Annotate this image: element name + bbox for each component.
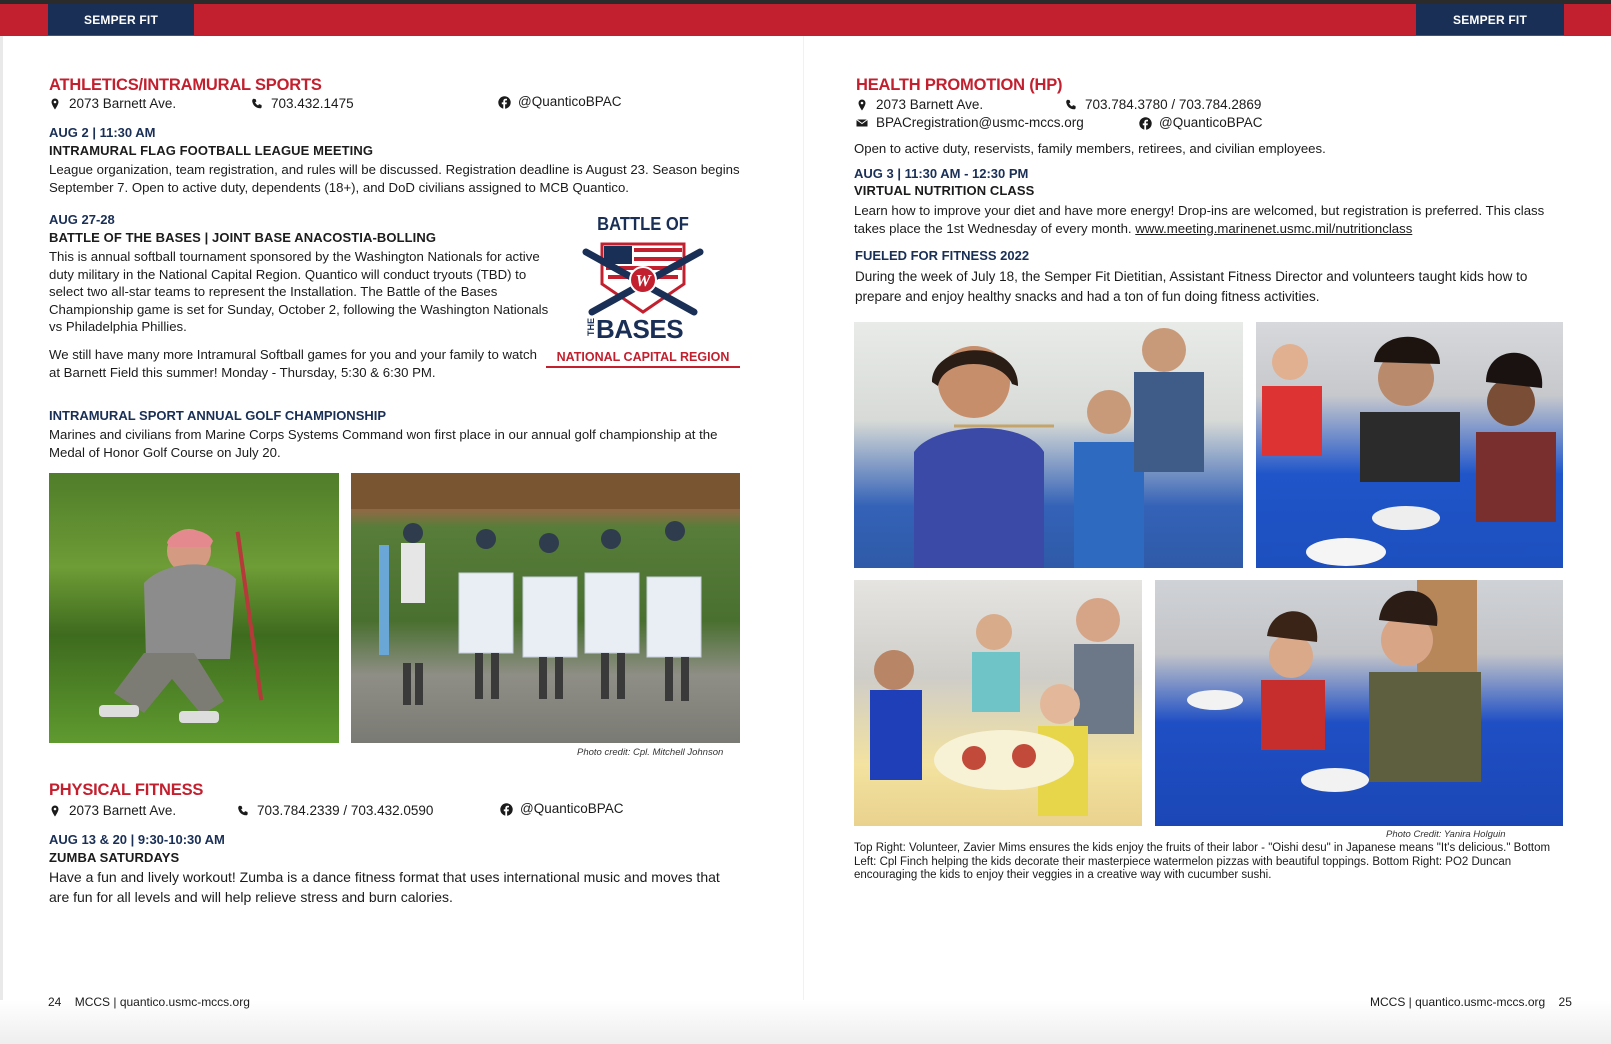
logo-top-text: BATTLE OF: [597, 214, 689, 234]
athletics-social[interactable]: [498, 94, 622, 109]
facebook-icon: [1139, 117, 1151, 129]
event2-title: BATTLE OF THE BASES | JOINT BASE ANACOSTIA-BOLLING: [49, 230, 437, 245]
right-page: [803, 36, 1611, 1026]
hp-social[interactable]: [1139, 115, 1263, 130]
page-number-left: 24: [48, 995, 62, 1009]
address-text: 2073 Barnett Ave.: [69, 96, 177, 111]
logo-the-text: THE: [586, 318, 596, 336]
fitness-body: Have a fun and lively workout! Zumba is a dance fitness format that uses international music and moves that are fun for all levels and will help relieve stress and burn calories.: [49, 869, 720, 905]
fueled-body: During the week of July 18, the Semper Fit Dietitian, Assistant Fitness Director and volunteers taught kids how to prepare and enjoy healthy snacks and had a ton of fun doing fitness activities.: [855, 269, 1528, 304]
kids-volunteer-photo: [1256, 322, 1563, 568]
event1-date: AUG 2 | 11:30 AM: [49, 125, 156, 140]
hp-email[interactable]: [856, 115, 1084, 130]
fitness-phone: [237, 803, 433, 818]
phone-icon: [1065, 99, 1077, 111]
map-pin-icon: [49, 98, 61, 110]
shield-crossed-bats-icon: [582, 238, 704, 318]
event2-body: This is annual softball tournament sponsored by the Washington Nationals for active duty military in the National Capital Region. Quantico will conduct tryouts (TBD) to select two all-star teams to represent the Installation. The Battle of the Bases Championship game is set for Sunday, October 2, following the Washington Nationals vs Philadelphia Phillies.: [49, 249, 549, 334]
nutrition-class-link[interactable]: www.meeting.marinenet.usmc.mil/nutritionclass: [1135, 220, 1413, 236]
hp-phone: [1065, 97, 1261, 112]
section-tag-left: SEMPER FIT: [48, 4, 194, 35]
hp-title: HEALTH PROMOTION (HP): [856, 76, 1063, 94]
athletics-phone: [251, 96, 354, 111]
logo-region-text: NATIONAL CAPITAL REGION: [546, 350, 740, 368]
phone-text: 703.784.2339 / 703.432.0590: [257, 803, 434, 818]
left-page: [3, 36, 803, 1026]
address-text: 2073 Barnett Ave.: [876, 97, 984, 112]
battle-of-bases-logo: [546, 210, 740, 376]
social-text: @QuanticoBPAC: [1159, 115, 1263, 130]
kids-photo-credit: Photo Credit: Yanira Holguin: [1386, 829, 1506, 840]
map-pin-icon: [49, 805, 61, 817]
hp-event-body-text: Learn how to improve your diet and have more energy! Drop-ins are welcomed, but registration is preferred. This class takes place the 1st Wednesday of every month.: [854, 203, 1545, 236]
facebook-icon: [500, 803, 512, 815]
fueled-title: FUELED FOR FITNESS 2022: [855, 248, 1030, 263]
footer-left-text: MCCS | quantico.usmc-mccs.org: [74, 995, 250, 1009]
event1-title: INTRAMURAL FLAG FOOTBALL LEAGUE MEETING: [49, 143, 374, 158]
mail-icon: [856, 117, 868, 129]
phone-text: 703.432.1475: [271, 96, 354, 111]
hp-event-body: [854, 202, 1574, 237]
hp-address: [856, 97, 983, 112]
social-text: @QuanticoBPAC: [520, 801, 624, 816]
logo-bases-text: BASES: [596, 314, 684, 344]
golfer-photo: [49, 473, 339, 743]
email-text: BPACregistration@usmc-mccs.org: [876, 115, 1084, 130]
top-banner: [0, 0, 1611, 36]
fitness-event-title: ZUMBA SATURDAYS: [49, 850, 180, 865]
footer-left: [48, 995, 250, 1009]
page-number-right: 25: [1558, 995, 1572, 1009]
golf-body: Marines and civilians from Marine Corps Systems Command won first place in our annual golf championship at the Medal of Honor Golf Course on July 20.: [49, 427, 718, 460]
event2-date: AUG 27-28: [49, 212, 115, 227]
hp-event-title: VIRTUAL NUTRITION CLASS: [854, 183, 1035, 198]
footer-right-text: MCCS | quantico.usmc-mccs.org: [1370, 995, 1546, 1009]
photo-caption: Top Right: Volunteer, Zavier Mims ensures the kids enjoy the fruits of their labor - "Oishi desu" in Japanese means "It's delicious." Bottom Left: Cpl Finch helping the kids decorate their masterpiece watermelon pizzas with beautiful toppings. Bottom Right: PO2 Duncan encouraging the kids to enjoy their veggies in a creative way with cucumber sushi.: [854, 842, 1551, 881]
social-text: @QuanticoBPAC: [518, 94, 622, 109]
fitness-title: PHYSICAL FITNESS: [49, 781, 204, 799]
golf-team-photo: [351, 473, 740, 743]
svg-text:W: W: [635, 271, 651, 290]
map-pin-icon: [856, 99, 868, 111]
golf-photo-credit: Photo credit: Cpl. Mitchell Johnson: [577, 747, 724, 758]
golf-title: INTRAMURAL SPORT ANNUAL GOLF CHAMPIONSHIP: [49, 408, 387, 423]
fitness-date: AUG 13 & 20 | 9:30-10:30 AM: [49, 832, 225, 847]
facebook-icon: [498, 96, 510, 108]
phone-icon: [237, 805, 249, 817]
fitness-social[interactable]: [500, 801, 624, 816]
address-text: 2073 Barnett Ave.: [69, 803, 177, 818]
event1-body: League organization, team registration, and rules will be discussed. Registration deadline is August 23. Season begins September 7. Open to active duty, dependents (18+), and DoD civilians assigned to MCB Quantico.: [49, 162, 740, 195]
fitness-address: [49, 803, 176, 818]
athletics-title: ATHLETICS/INTRAMURAL SPORTS: [49, 76, 322, 94]
section-tag-right: SEMPER FIT: [1416, 4, 1564, 35]
event2-body-2: We still have many more Intramural Softball games for you and your family to watch at Barnett Field this summer! Monday - Thursday, 5:30 & 6:30 PM.: [49, 347, 537, 380]
phone-icon: [251, 98, 263, 110]
footer-right: [1370, 995, 1572, 1009]
phone-text: 703.784.3780 / 703.784.2869: [1085, 97, 1262, 112]
hp-open-to: Open to active duty, reservists, family members, retirees, and civilian employees.: [854, 141, 1326, 156]
athletics-address: [49, 96, 176, 111]
kids-chopsticks-photo: [854, 322, 1243, 568]
hp-event-date: AUG 3 | 11:30 AM - 12:30 PM: [854, 166, 1029, 181]
kids-cucumber-sushi-photo: [1155, 580, 1563, 826]
kids-watermelon-photo: [854, 580, 1142, 826]
